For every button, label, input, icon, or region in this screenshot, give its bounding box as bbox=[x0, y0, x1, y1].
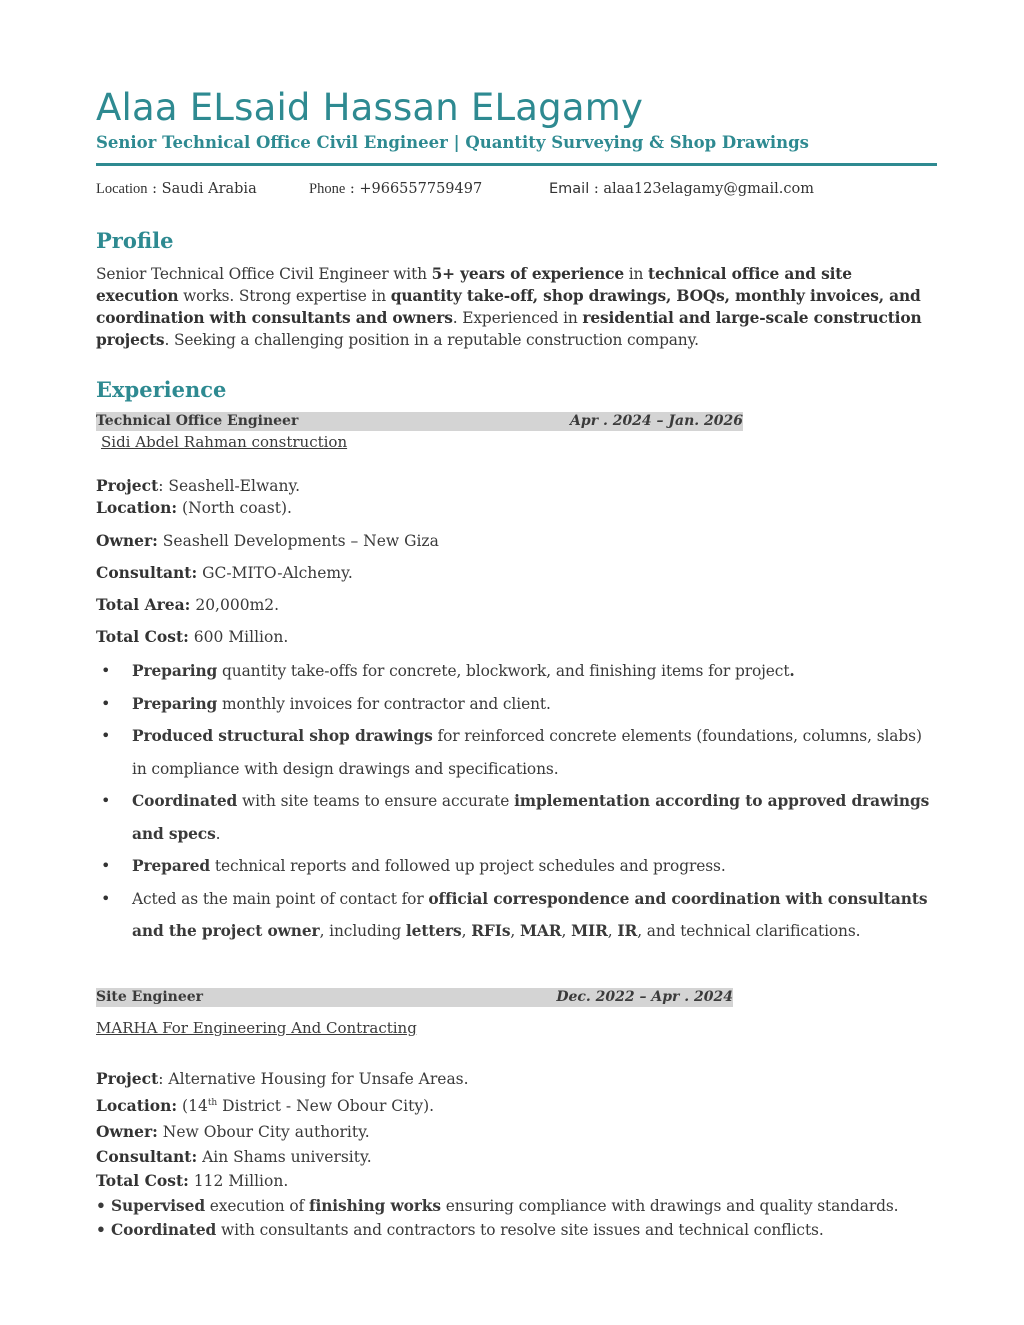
job-1-area: Total Area: 20,000m2. bbox=[96, 595, 280, 614]
list-item: • Coordinated with site teams to ensure accurate implementation according to approved drawings and specs. bbox=[96, 785, 936, 850]
list-item: • Prepared technical reports and followed up project schedules and progress. bbox=[96, 850, 936, 883]
candidate-subtitle: Senior Technical Office Civil Engineer | Quantity Surveying & Shop Drawings bbox=[96, 133, 809, 152]
profile-summary: Senior Technical Office Civil Engineer with 5+ years of experience in technical office and site execution works. Strong expertise in quantity take-off, shop drawings, BOQs, monthly invoices, and coordination with consultants and owners. Experienced in residential and large-scale construction projects. Seeking a challenging position in a reputable construction company. bbox=[96, 265, 922, 349]
job-2-title: Site Engineer bbox=[96, 989, 204, 1005]
header-divider bbox=[96, 163, 937, 166]
job-2-cost: Total Cost: 112 Million. bbox=[96, 1171, 289, 1190]
list-item: • Produced structural shop drawings for reinforced concrete elements (foundations, columns, slabs) in compliance with design drawings and specifications. bbox=[96, 720, 936, 785]
job-2-consultant: Consultant: Ain Shams university. bbox=[96, 1147, 372, 1166]
job-2-owner: Owner: New Obour City authority. bbox=[96, 1122, 370, 1141]
experience-heading: Experience bbox=[96, 377, 227, 402]
contact-email: Email : alaa123elagamy@gmail.com bbox=[549, 181, 814, 197]
job-1-header bbox=[96, 412, 743, 431]
phone-label: Phone bbox=[309, 181, 346, 197]
phone-value: +966557759497 bbox=[359, 181, 483, 197]
job-1-title: Technical Office Engineer bbox=[96, 413, 299, 429]
email-label: Email bbox=[549, 181, 590, 197]
job-1-consultant: Consultant: GC-MITO-Alchemy. bbox=[96, 563, 353, 582]
job-1-location: Location: (North coast). bbox=[96, 498, 292, 517]
list-item: • Preparing quantity take-offs for concrete, blockwork, and finishing items for project. bbox=[96, 655, 936, 688]
contact-location: Location : Saudi Arabia bbox=[96, 181, 257, 197]
job-1-project: Project: Seashell-Elwany. bbox=[96, 476, 301, 495]
job-1-cost: Total Cost: 600 Million. bbox=[96, 627, 289, 646]
job-2-duty-1: • Supervised execution of finishing works ensuring compliance with drawings and quality standards. bbox=[96, 1197, 899, 1215]
job-1-owner: Owner: Seashell Developments – New Giza bbox=[96, 531, 439, 550]
job-2-duty-2: • Coordinated with consultants and contractors to resolve site issues and technical conflicts. bbox=[96, 1221, 824, 1239]
location-label: Location bbox=[96, 181, 148, 197]
job-2-dates: Dec. 2022 – Apr . 2024 bbox=[556, 989, 733, 1005]
email-value[interactable]: alaa123elagamy@gmail.com bbox=[603, 181, 814, 197]
profile-heading: Profile bbox=[96, 228, 174, 253]
job-2-header bbox=[96, 988, 733, 1007]
job-2-location: Location: (14th District - New Obour City). bbox=[96, 1096, 435, 1115]
location-value: Saudi Arabia bbox=[161, 181, 257, 197]
job-2-company: MARHA For Engineering And Contracting bbox=[96, 1019, 417, 1037]
job-1-company: Sidi Abdel Rahman construction bbox=[101, 433, 348, 451]
job-1-dates: Apr . 2024 – Jan. 2026 bbox=[570, 413, 743, 429]
list-item: • Preparing monthly invoices for contractor and client. bbox=[96, 688, 936, 721]
contact-phone: Phone : +966557759497 bbox=[309, 181, 483, 197]
list-item: • Acted as the main point of contact for official correspondence and coordination with consultants and the project owner, including letters, RFIs, MAR, MIR, IR, and technical clarifications. bbox=[96, 883, 936, 948]
job-1-duties bbox=[96, 655, 936, 948]
job-2-project: Project: Alternative Housing for Unsafe Areas. bbox=[96, 1069, 469, 1088]
candidate-name: Alaa ELsaid Hassan ELagamy bbox=[96, 86, 644, 129]
